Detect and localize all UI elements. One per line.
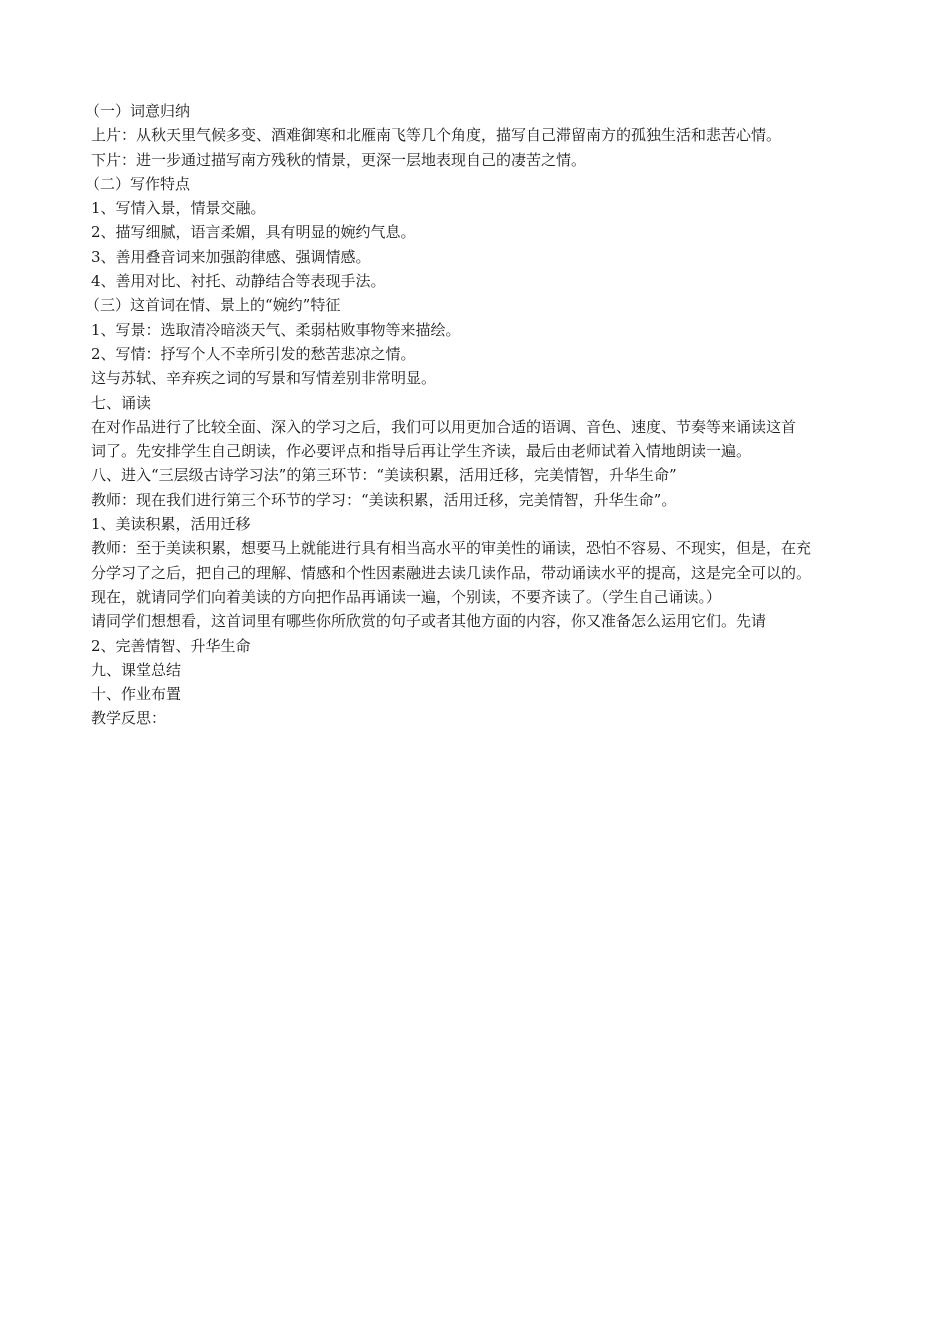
- section-heading-zuo-ye-bu-zhi: 十、作业布置: [91, 685, 182, 704]
- section-heading-wan-yue-te-zheng: （三）这首词在情、景上的“婉约”特征: [85, 296, 341, 315]
- list-item-xie-jing: 1、写景：选取清冷暗淡天气、柔弱枯败事物等来描绘。: [91, 320, 461, 339]
- list-item-3: 3、善用叠音词来加强韵律感、强调情感。: [91, 247, 371, 266]
- section-heading-jiao-xue-fan-si: 教学反思：: [91, 709, 167, 728]
- paragraph-comparison: 这与苏轼、辛弃疾之词的写景和写情差别非常明显。: [91, 369, 437, 388]
- section-heading-xie-zuo-te-dian: （二）写作特点: [85, 174, 191, 193]
- paragraph-song-du-line-1: 在对作品进行了比较全面、深入的学习之后，我们可以用更加合适的语调、音色、速度、节奏等来诵读这首: [91, 417, 797, 436]
- document-body: [85, 99, 881, 731]
- list-item-1: 1、写情入景，情景交融。: [91, 199, 266, 218]
- list-item-2: 2、描写细腻，语言柔媚，具有明显的婉约气息。: [91, 223, 416, 242]
- subheading-mei-du-ji-lei: 1、美读积累，活用迁移: [91, 515, 251, 534]
- list-item-4: 4、善用对比、衬托、动静结合等表现手法。: [91, 272, 386, 291]
- paragraph-students-question: 请同学们想想看，这首词里有哪些你所欣赏的句子或者其他方面的内容，你又准备怎么运用它们。先请: [91, 612, 767, 631]
- section-heading-third-stage: 八、进入“三层级古诗学习法”的第三环节：“美读积累，活用迁移，完美情智，升华生命”: [91, 466, 677, 485]
- section-heading-ke-tang-zong-jie: 九、课堂总结: [91, 660, 182, 679]
- paragraph-xia-pian: 下片：进一步通过描写南方残秋的情景，更深一层地表现自己的凄苦之情。: [91, 150, 587, 169]
- list-item-xie-qing: 2、写情：抒写个人不幸所引发的愁苦悲凉之情。: [91, 344, 416, 363]
- paragraph-song-du-line-2: 词了。先安排学生自己朗读，作必要评点和指导后再让学生齐读，最后由老师试着入情地朗读一遍。: [91, 442, 752, 461]
- subheading-wan-shan-qing-zhi: 2、完善情智、升华生命: [91, 636, 251, 655]
- paragraph-teacher-line-1: 教师：至于美读积累，想要马上就能进行具有相当高水平的审美性的诵读，恐怕不容易、不现实，但是，在充: [91, 539, 812, 558]
- section-heading-song-du: 七、诵读: [91, 393, 152, 412]
- section-heading-ci-yi-gui-na: （一）词意归纳: [85, 102, 191, 120]
- paragraph-teacher-line-3: 现在，就请同学们向着美读的方向把作品再诵读一遍，个别读，不要齐读了。（学生自己诵读。）: [91, 587, 722, 606]
- paragraph-teacher-intro: 教师：现在我们进行第三个环节的学习：“美读积累，活用迁移，完美情智，升华生命”。: [91, 490, 677, 509]
- paragraph-shang-pian: 上片：从秋天里气候多变、酒难御寒和北雁南飞等几个角度，描写自己滞留南方的孤独生活和悲苦心情。: [91, 126, 782, 145]
- paragraph-teacher-line-2: 分学习了之后，把自己的理解、情感和个性因素融进去读几读作品，带动诵读水平的提高，这是完全可以的。: [91, 563, 812, 582]
